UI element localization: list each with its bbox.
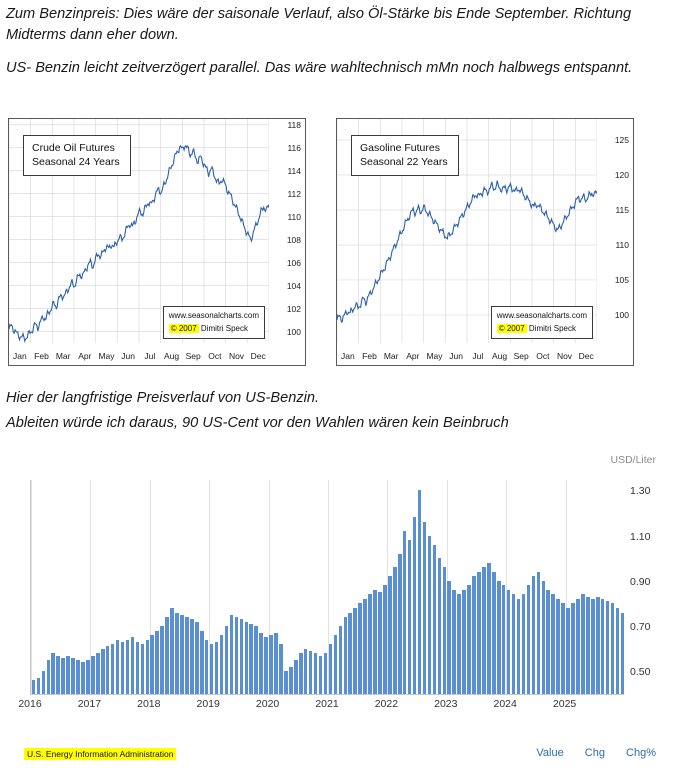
bar (230, 615, 234, 694)
bar (408, 540, 412, 694)
bar (344, 617, 348, 694)
bar (561, 603, 565, 694)
bar (274, 633, 278, 694)
series-legend[interactable] (518, 747, 656, 759)
bar (542, 581, 546, 694)
bar (131, 637, 135, 694)
bar (621, 613, 625, 694)
axis-tick-label: 0.50 (630, 666, 651, 679)
bar (423, 522, 427, 694)
bar (462, 590, 466, 694)
bar (106, 646, 110, 694)
bar (254, 626, 258, 694)
axis-tick-label: Feb (362, 351, 377, 361)
bar (245, 622, 249, 694)
bar (378, 592, 382, 694)
bar (146, 640, 150, 694)
bar (200, 631, 204, 694)
bar (611, 603, 615, 694)
bar (76, 660, 80, 694)
axis-tick-label: Aug (163, 351, 180, 361)
bar-chart-y-axis-labels (628, 470, 674, 700)
bar (289, 667, 293, 694)
crude-oil-credit-box (163, 306, 265, 339)
gasoline-x-axis-labels (337, 345, 597, 363)
axis-tick-label: 2020 (255, 698, 280, 710)
bar (527, 585, 531, 694)
axis-tick-label: Aug (491, 351, 508, 361)
intro-paragraph-1: Zum Benzinpreis: Dies wäre der saisonale Verlauf, also Öl-Stärke bis Ende September. Richtung Midterms dann eher down. (6, 6, 632, 43)
axis-tick-label: Jan (340, 351, 355, 361)
gasoline-credit-line (497, 323, 587, 334)
bar (522, 594, 526, 694)
intro-paragraph-2: US- Benzin leicht zeitverzögert parallel. Das wäre wahltechnisch mMn noch halbwegs entspannt. (6, 60, 633, 76)
axis-tick-label: 112 (287, 188, 301, 199)
axis-tick-label: Mar (55, 351, 71, 361)
bar (348, 613, 352, 694)
bar (334, 635, 338, 694)
bar (180, 615, 184, 694)
bar-chart-bars (31, 480, 624, 694)
axis-tick-label: 2019 (196, 698, 220, 710)
axis-tick-label: 2024 (493, 698, 517, 710)
bar (546, 590, 550, 694)
axis-tick-label: 120 (614, 170, 629, 180)
gasoline-seasonal-chart (336, 118, 634, 366)
bar (86, 660, 90, 694)
bar (190, 619, 194, 694)
bar (363, 599, 367, 694)
bar (502, 585, 506, 694)
bar (601, 599, 605, 694)
crude-oil-title-line2: Seasonal 24 Years (32, 156, 120, 168)
bar-chart-plot-frame (30, 480, 624, 695)
bar (606, 601, 610, 694)
bar (482, 567, 486, 694)
axis-tick-label: 118 (287, 119, 301, 130)
bar (116, 640, 120, 694)
gasoline-credit-site: www.seasonalcharts.com (496, 311, 587, 320)
crude-oil-seasonal-chart (8, 118, 306, 366)
bar (358, 603, 362, 694)
crude-oil-author: Dimitri Speck (200, 324, 249, 333)
bar (185, 617, 189, 694)
axis-tick-label: Dec (250, 351, 266, 361)
bar (235, 617, 239, 694)
bar (566, 608, 570, 694)
axis-tick-label: 116 (287, 142, 301, 153)
bar (66, 656, 70, 694)
axis-tick-label: 108 (286, 234, 301, 245)
bar (512, 594, 516, 694)
bar (403, 531, 407, 694)
bar (220, 635, 224, 694)
axis-tick-label: Feb (34, 351, 49, 361)
bar (428, 536, 432, 694)
axis-tick-label: 102 (286, 303, 301, 314)
bar (91, 656, 95, 694)
crude-oil-y-axis-labels (269, 119, 303, 343)
axis-tick-label: May (98, 351, 115, 361)
bar (551, 594, 555, 694)
axis-tick-label: Jun (121, 351, 136, 361)
bar (353, 608, 357, 694)
axis-tick-label: 1.30 (630, 485, 651, 498)
axis-tick-label: Nov (228, 351, 245, 361)
legend-item-chgpct[interactable]: Chg% (626, 747, 656, 759)
bar (299, 653, 303, 694)
data-source-label: U.S. Energy Information Administration (24, 748, 176, 760)
bar (418, 490, 422, 694)
axis-tick-label: 2025 (552, 698, 577, 710)
axis-tick-label: Mar (383, 351, 399, 361)
bar (111, 644, 115, 694)
bar (195, 622, 199, 694)
middle-line-1: Hier der langfristige Preisverlauf von US-Benzin. (6, 390, 320, 406)
bar (457, 594, 461, 694)
axis-tick-label: 110 (287, 211, 301, 222)
bar (581, 594, 585, 694)
bar (487, 563, 491, 694)
crude-oil-x-axis-labels (9, 345, 269, 363)
bar (393, 567, 397, 694)
crude-oil-credit-site: www.seasonalcharts.com (168, 311, 259, 320)
bar (339, 626, 343, 694)
axis-tick-label: 2021 (315, 698, 339, 710)
gasoline-credit-box (491, 306, 593, 339)
bar (447, 581, 451, 694)
bar (373, 590, 377, 694)
bar (150, 635, 154, 694)
axis-tick-label: 0.90 (630, 575, 651, 588)
bar (398, 554, 402, 694)
bar (160, 626, 164, 694)
crude-oil-copyright: © 2007 (170, 324, 197, 333)
bar (279, 644, 283, 694)
axis-tick-label: 2017 (77, 698, 102, 710)
axis-tick-label: 110 (615, 240, 629, 250)
bar (210, 644, 214, 694)
gasoline-title-line1: Gasoline Futures (360, 142, 440, 154)
intro-text-block (6, 4, 656, 79)
axis-tick-label: Sep (513, 351, 529, 361)
axis-tick-label: Oct (536, 351, 550, 361)
bar (240, 619, 244, 694)
axis-tick-label: 114 (287, 165, 301, 176)
bar (42, 671, 46, 694)
bar (383, 585, 387, 694)
bar (433, 545, 437, 694)
bar (413, 517, 417, 694)
bar (269, 635, 273, 694)
bar (126, 640, 130, 694)
bar (37, 678, 41, 694)
bar (175, 613, 179, 694)
axis-tick-label: Nov (556, 351, 573, 361)
bar (81, 662, 85, 694)
axis-tick-label: Jan (12, 351, 27, 361)
bar (507, 590, 511, 694)
bar (477, 572, 481, 694)
bar (324, 653, 328, 694)
chart-footer (10, 748, 664, 768)
crude-oil-credit-line (169, 323, 259, 334)
axis-tick-label: Apr (78, 351, 92, 361)
bar-chart-x-axis-labels (10, 698, 630, 714)
axis-tick-label: Sep (185, 351, 201, 361)
axis-tick-label: 1.10 (630, 530, 651, 543)
gasoline-y-axis-labels (597, 119, 631, 343)
bar (472, 576, 476, 694)
axis-tick-label: 125 (614, 135, 629, 145)
bar (61, 658, 65, 694)
axis-tick-label: Dec (578, 351, 594, 361)
bar (165, 617, 169, 694)
bar (56, 656, 60, 694)
bar (309, 651, 313, 694)
axis-tick-label: May (426, 351, 443, 361)
bar (537, 572, 541, 694)
axis-tick-label: 115 (615, 205, 629, 215)
bar (388, 576, 392, 694)
bar (284, 671, 288, 694)
bar (121, 642, 125, 694)
bar (591, 599, 595, 694)
gasoline-author: Dimitri Speck (528, 324, 577, 333)
axis-tick-label: 2022 (374, 698, 399, 710)
axis-tick-label: 2016 (18, 698, 42, 710)
bar (215, 642, 219, 694)
gasoline-price-bar-chart (10, 454, 670, 730)
bar (368, 594, 372, 694)
bar (32, 680, 36, 694)
gasoline-chart-title (351, 135, 459, 176)
bar (319, 656, 323, 694)
bar (517, 599, 521, 694)
legend-item-chg[interactable]: Chg (584, 747, 605, 759)
bar (571, 603, 575, 694)
bar (467, 585, 471, 694)
bar (249, 624, 253, 694)
axis-tick-label: Oct (208, 351, 222, 361)
crude-oil-title-line1: Crude Oil Futures (32, 142, 115, 154)
bar (304, 649, 308, 694)
gasoline-title-line2: Seasonal 22 Years (360, 156, 448, 168)
bar (596, 597, 600, 694)
axis-tick-label: 2018 (137, 698, 161, 710)
bar (294, 660, 298, 694)
axis-tick-label: 105 (614, 275, 629, 285)
axis-tick-label: 106 (286, 257, 301, 268)
bar (155, 631, 159, 694)
bar (170, 608, 174, 694)
bar (136, 642, 140, 694)
axis-tick-label: Jul (144, 351, 156, 361)
axis-tick-label: 104 (286, 280, 301, 291)
bar (71, 658, 75, 694)
bar (225, 626, 229, 694)
bar (205, 640, 209, 694)
bar (616, 608, 620, 694)
bar-chart-unit-label: USD/Liter (610, 454, 656, 466)
bar (576, 599, 580, 694)
bar (96, 653, 100, 694)
bar (497, 581, 501, 694)
bar (314, 653, 318, 694)
axis-tick-label: 0.70 (630, 621, 651, 634)
bar (586, 597, 590, 694)
bar (492, 572, 496, 694)
axis-tick-label: 2023 (434, 698, 458, 710)
legend-item-value[interactable]: Value (536, 747, 564, 759)
bar (556, 599, 560, 694)
bar (47, 660, 51, 694)
middle-text-block (6, 388, 666, 434)
middle-line-2: Ableiten würde ich daraus, 90 US-Cent vor den Wahlen wären kein Beinbruch (6, 415, 509, 431)
bar (329, 644, 333, 694)
bar (101, 649, 105, 694)
gasoline-copyright: © 2007 (498, 324, 525, 333)
axis-tick-label: Jun (449, 351, 464, 361)
axis-tick-label: 100 (614, 310, 629, 320)
bar (443, 567, 447, 694)
crude-oil-chart-title (23, 135, 131, 176)
bar (259, 633, 263, 694)
bar (51, 653, 55, 694)
bar (264, 637, 268, 694)
bar (141, 644, 145, 694)
axis-tick-label: Apr (406, 351, 420, 361)
bar (438, 558, 442, 694)
bar (532, 576, 536, 694)
bar (452, 590, 456, 694)
axis-tick-label: Jul (472, 351, 484, 361)
axis-tick-label: 100 (286, 326, 301, 337)
